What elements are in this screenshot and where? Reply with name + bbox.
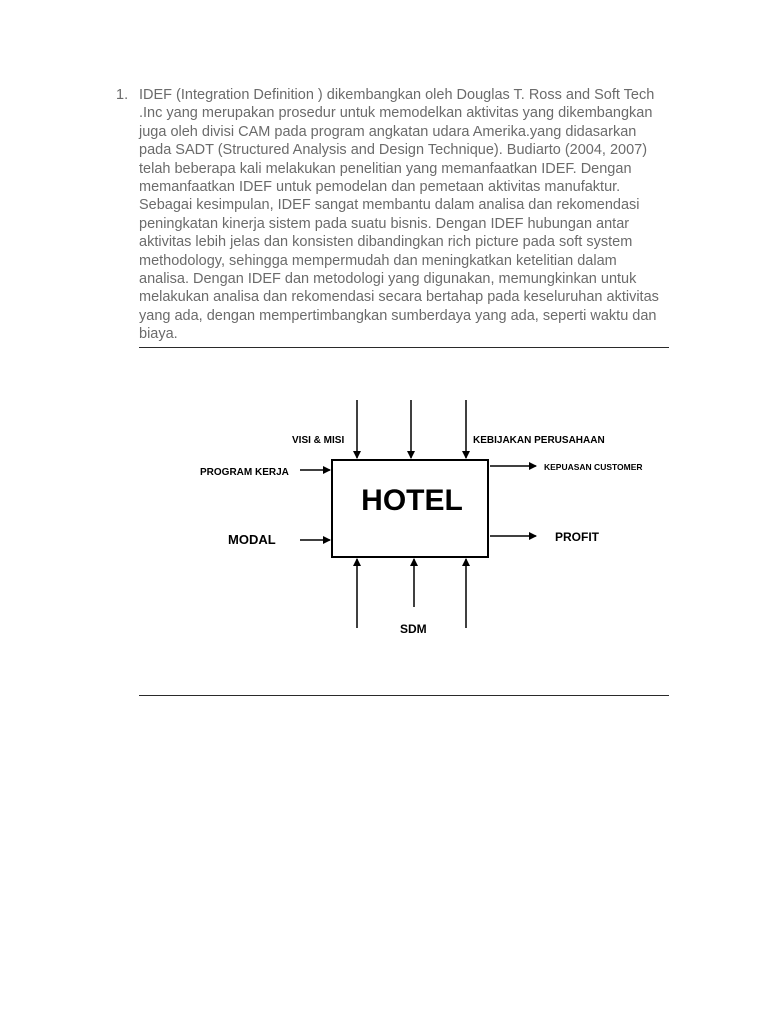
paragraph-line: aktivitas lebih jelas dan konsisten dibandingkan rich picture pada soft system bbox=[139, 234, 633, 251]
paragraph-line: memanfaatkan IDEF untuk pemodelan dan pemetaan aktivitas manufaktur. bbox=[139, 179, 621, 196]
paragraph-line: .Inc yang merupakan prosedur untuk memodelkan aktivitas yang dikembangkan bbox=[139, 105, 653, 122]
label-modal: MODAL bbox=[228, 532, 276, 547]
paragraph-line: juga oleh divisi CAM pada program angkatan udara Amerika.yang didasarkan bbox=[139, 123, 637, 140]
label-program-kerja: PROGRAM KERJA bbox=[200, 467, 289, 478]
paragraph-line: analisa. Dengan IDEF dan metodologi yang digunakan, memungkinkan untuk bbox=[139, 271, 637, 288]
paragraph-line: biaya. bbox=[139, 326, 178, 343]
paragraph-line: telah beberapa kali melakukan penelitian yang memanfaatkan IDEF. Dengan bbox=[139, 160, 632, 177]
label-kebijakan-perusahaan: KEBIJAKAN PERUSAHAAN bbox=[473, 435, 605, 446]
label-sdm: SDM bbox=[400, 622, 427, 636]
activity-box-label: HOTEL bbox=[361, 484, 463, 517]
divider-bottom bbox=[139, 695, 669, 696]
paragraph-line: peningkatan kinerja sistem pada suatu bisnis. Dengan IDEF hubungan antar bbox=[139, 215, 630, 232]
label-visi-misi: VISI & MISI bbox=[292, 435, 345, 446]
paragraph-line: IDEF (Integration Definition ) dikembangkan oleh Douglas T. Ross and Soft Tech bbox=[139, 87, 655, 103]
label-profit: PROFIT bbox=[555, 530, 599, 544]
paragraph-line: melakukan analisa dan rekomendasi secara bertahap pada keseluruhan aktivitas bbox=[139, 289, 659, 306]
paragraph-line: yang ada, dengan mempertimbangkan sumberdaya yang ada, seperti waktu dan bbox=[139, 307, 657, 324]
paragraph-line: Sebagai kesimpulan, IDEF sangat membantu dalam analisa dan rekomendasi bbox=[139, 197, 640, 214]
label-kepuasan-customer: KEPUASAN CUSTOMER bbox=[544, 462, 643, 472]
paragraph-line: methodology, sehingga mempermudah dan meningkatkan ketelitian dalam bbox=[139, 252, 617, 269]
paragraph-line: pada SADT (Structured Analysis and Design Technique). Budiarto (2004, 2007) bbox=[139, 142, 648, 159]
list-number: 1. bbox=[116, 87, 129, 103]
